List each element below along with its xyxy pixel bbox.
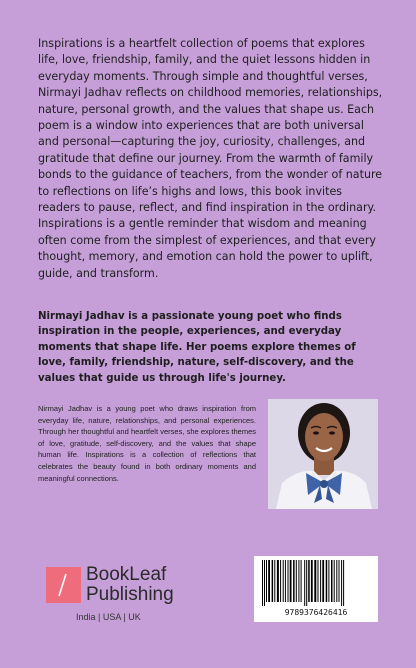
author-photo	[268, 399, 378, 509]
barcode-bar	[272, 560, 274, 602]
publisher-name-line2: Publishing	[86, 584, 174, 605]
barcode-bar	[268, 560, 270, 602]
barcode-bar	[283, 560, 284, 602]
barcode-bar	[285, 560, 286, 602]
publisher-name-line1: BookLeaf	[86, 564, 167, 585]
barcode-bar	[326, 560, 328, 602]
barcode-bar	[298, 560, 299, 602]
barcode-bar	[264, 560, 265, 606]
barcode-bar	[334, 560, 335, 602]
barcode-bar	[277, 560, 279, 602]
barcode-bar	[262, 560, 263, 606]
barcode-bar	[341, 560, 342, 606]
barcode-bar	[322, 560, 324, 602]
barcode-bar	[293, 560, 295, 602]
isbn-number: 9789376426416	[284, 608, 348, 617]
barcode-bar	[320, 560, 321, 602]
barcode-bar	[296, 560, 297, 602]
author-highlight: Nirmayi Jadhav is a passionate young poet who finds inspiration in the people, experiences, and everyday moments that shape life. Her poems explore themes of love, family, friendship, nature, self-discovery, and the values that guide us through life's journey.	[38, 311, 356, 384]
author-bio: Nirmayi Jadhav is a young poet who draws inspiration from everyday life, nature, relationships, and personal experiences. Through her thoughtful and heartfelt verses, she explores themes of love, gratitude, self-discovery, and the values that shape human life. Inspirations is a collection of reflections that celebrates the beauty found in both ordinary moments and meaningful connections.	[38, 404, 256, 483]
barcode-bar	[311, 560, 313, 602]
barcode-bar	[318, 560, 319, 602]
leaf-icon	[46, 567, 81, 603]
barcode-bar	[314, 560, 316, 602]
barcode-bars	[258, 560, 374, 606]
barcode-bar	[304, 560, 305, 606]
barcode-bar	[306, 560, 307, 606]
barcode-bar	[331, 560, 333, 602]
barcode-bar	[266, 560, 267, 602]
barcode-bar	[308, 560, 310, 602]
barcode-bar	[301, 560, 302, 602]
barcode-bar	[290, 560, 292, 602]
barcode-bar	[328, 560, 329, 602]
barcode-bar	[274, 560, 275, 602]
barcode-bar	[339, 560, 340, 602]
publisher-regions: India | USA | UK	[76, 612, 141, 622]
isbn-barcode	[254, 556, 378, 622]
barcode-bar	[288, 560, 289, 602]
barcode-bar	[336, 560, 337, 602]
book-blurb: Inspirations is a heartfelt collection of poems that explores life, love, friendship, family, and the quiet lessons hidden in everyday moments. Through simple and thoughtful verses, Nirmayi Jadhav reflects on childhood memories, relationships, nature, personal growth, and the values that shape us. Each poem is a window into experiences that are both universal and personal—capturing the joy, curiosity, challenges, and gratitude that define our journey. From the warmth of family bonds to the guidance of teachers, from the wonder of nature to reflections on life’s highs and lows, this book invites readers to pause, reflect, and find inspiration in the ordinary. Inspirations is a gentle reminder that wisdom and meaning often come from the simplest of experiences, and that every thought, memory, and emotion can hold the power to uplift, guide, and transform.	[38, 37, 383, 280]
barcode-bar	[280, 560, 281, 602]
barcode-bar	[343, 560, 344, 606]
